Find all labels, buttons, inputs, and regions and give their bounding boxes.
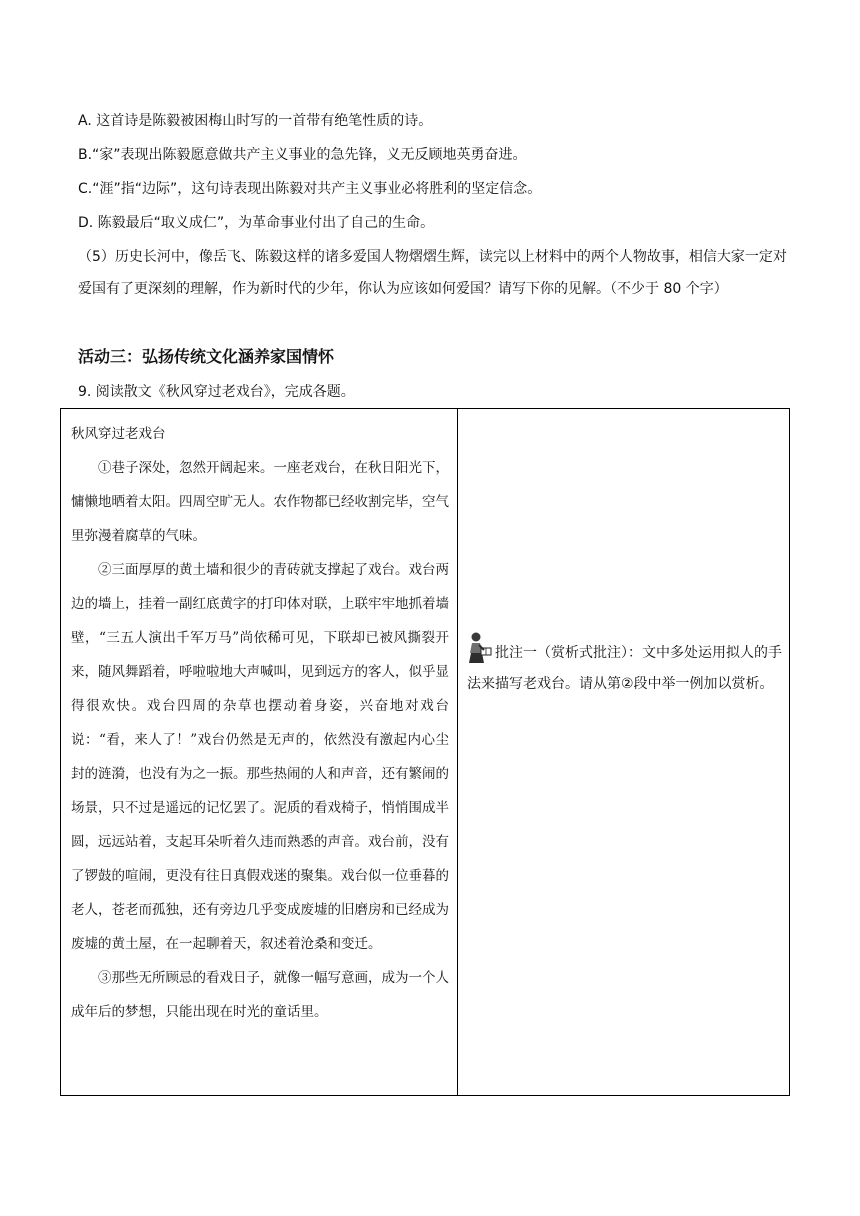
passage-title: 秋风穿过老戏台 (71, 426, 166, 442)
activity-heading: 活动三：弘扬传统文化涵养家国情怀 (78, 347, 335, 366)
question-5: （5）历史长河中，像岳飞、陈毅这样的诸多爱国人物熠熠生辉，读完以上材料中的两个人物故事，相信大家一定对爱国有了更深刻的理解，作为新时代的少年，你认为应该如何爱国？请写下你的见解。（不少于 80 个字） (78, 249, 787, 297)
option-d: D. 陈毅最后“取义成仁”，为革命事业付出了自己的生命。 (78, 215, 435, 231)
reading-table (60, 408, 790, 1096)
option-b: B.“家”表现出陈毅愿意做共产主义事业的急先锋，义无反顾地英勇奋进。 (78, 147, 527, 163)
option-a: A. 这首诗是陈毅被困梅山时写的一首带有绝笔性质的诗。 (78, 113, 433, 129)
annotation-cell (467, 631, 785, 700)
option-c: C.“涯”指“边际”，这句诗表现出陈毅对共产主义事业必将胜利的坚定信念。 (78, 181, 542, 197)
passage-paragraph-2: ②三面厚厚的黄土墙和很少的青砖就支撑起了戏台。戏台两边的墙上，挂着一副红底黄字的打印体对联，上联牢牢地抓着墙壁，“三五人演出千军万马”尚依稀可见，下联却已被风撕裂开来，随风舞蹈着，呼啦啦地大声喊叫，见到远方的客人，似乎显得很欢快。戏台四周的杂草也摆动着身姿，兴奋地对戏台说：“看，来人了！”戏台仍然是无声的，依然没有激起内心尘封的涟漪，也没有为之一振。那些热闹的人和声音，还有繁闹的场景，只不过是遥远的记忆罢了。泥质的看戏椅子，悄悄围成半圆，远远站着，支起耳朵听着久违而熟悉的声音。戏台前，没有了锣鼓的喧闹，更没有往日真假戏迷的聚集。戏台似一位垂暮的老人，苍老而孤独，还有旁边几乎变成废墟的旧磨房和已经成为废墟的黄土屋，在一起聊着天，叙述着沧桑和变迁。 (71, 562, 449, 952)
passage-paragraph-1: ①巷子深处，忽然开阔起来。一座老戏台，在秋日阳光下，慵懒地晒着太阳。四周空旷无人。农作物都已经收割完毕，空气里弥漫着腐草的气味。 (71, 460, 449, 544)
passage-paragraph-3: ③那些无所顾忌的看戏日子，就像一幅写意画，成为一个人成年后的梦想，只能出现在时光的童话里。 (71, 970, 449, 1020)
reading-person-icon (467, 631, 493, 665)
table-divider (457, 409, 458, 1095)
question-9: 9. 阅读散文《秋风穿过老戏台》，完成各题。 (78, 384, 355, 400)
annotation-text: 批注一（赏析式批注）：文中多处运用拟人的手法来描写老戏台。请从第②段中举一例加以赏析。 (467, 645, 782, 692)
passage-cell (71, 417, 449, 1029)
